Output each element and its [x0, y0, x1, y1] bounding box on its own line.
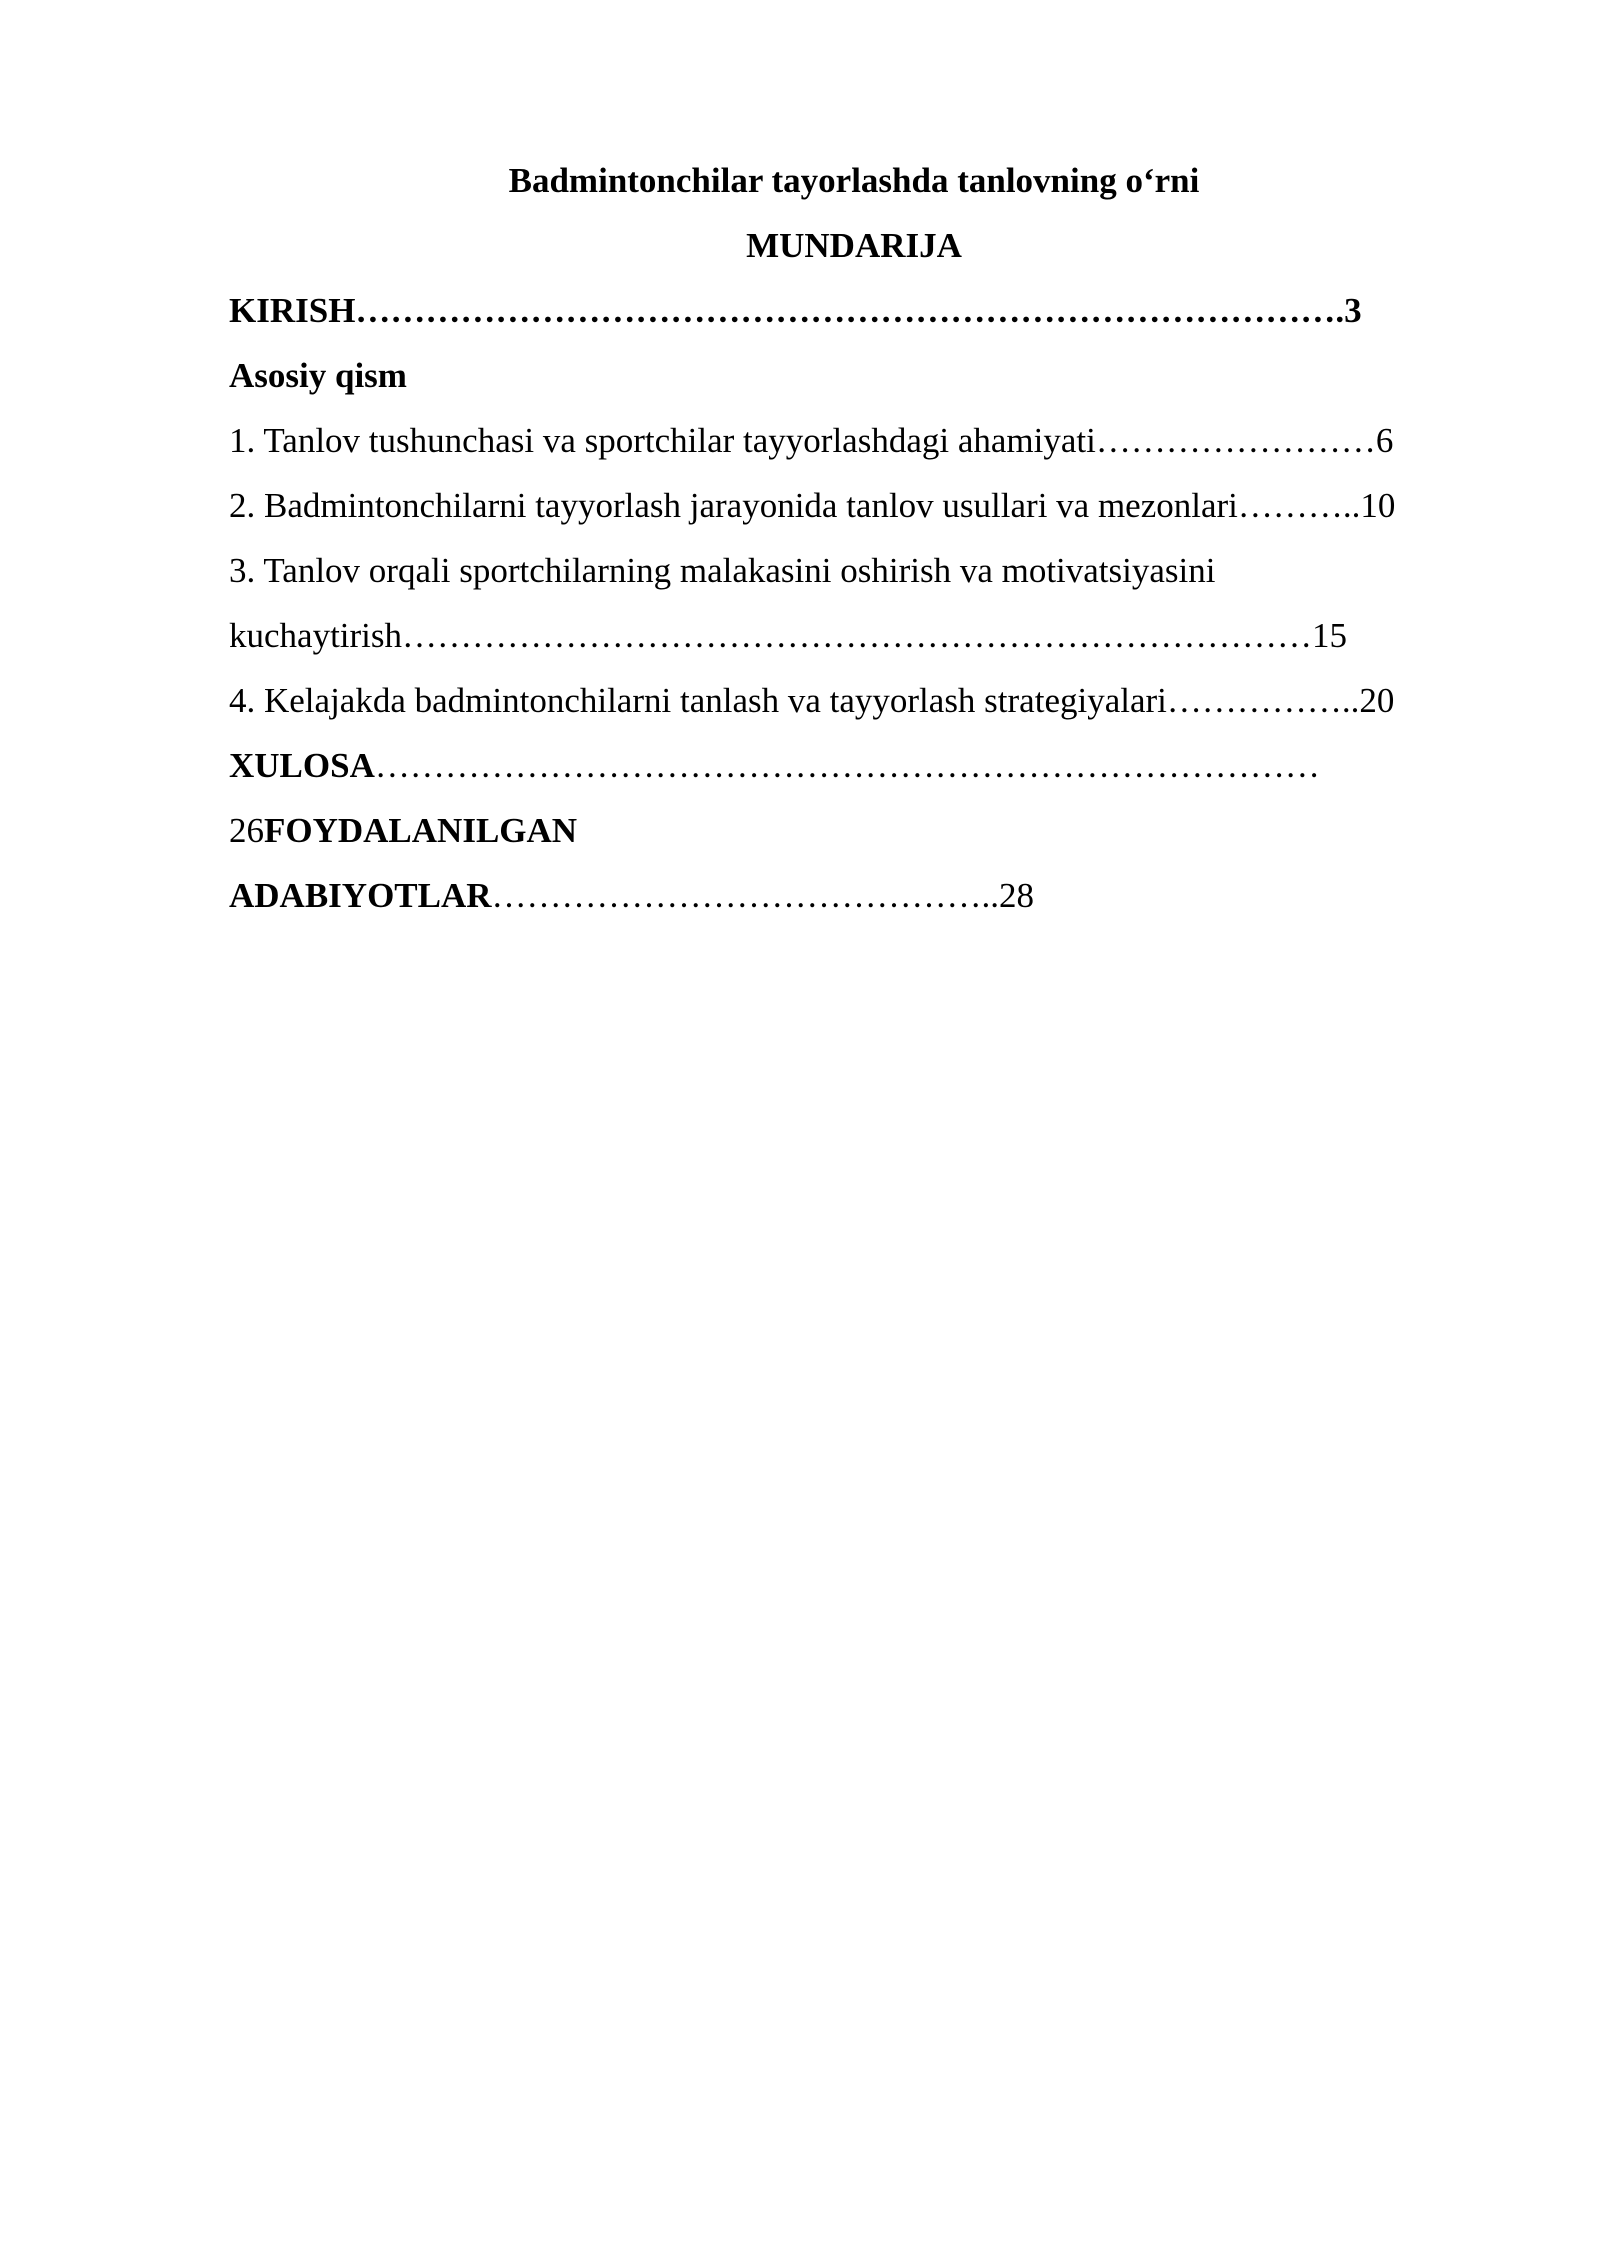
conclusion-label: XULOSA: [229, 746, 375, 785]
references-dots-page: ……………………………………..28: [491, 876, 1035, 915]
toc-heading: MUNDARIJA: [746, 226, 962, 265]
toc-entry-conclusion-page-and-references: [229, 798, 1489, 863]
table-of-contents: [229, 148, 1489, 928]
toc-section-label: Asosiy qism: [229, 356, 407, 395]
conclusion-page-number: 26: [229, 811, 264, 850]
toc-entry-references: [229, 863, 1489, 928]
references-label-part-2: ADABIYOTLAR: [229, 876, 492, 915]
conclusion-dots: ………………………………………………………………………: [374, 746, 1320, 785]
toc-entry-intro: KIRISH………………………………………………………………………….3: [229, 291, 1362, 330]
toc-entry-2: 2. Badmintonchilarni tayyorlash jarayonida tanlov usullari va mezonlari………..10: [229, 486, 1396, 525]
toc-entry-conclusion: [229, 733, 1489, 798]
toc-entry-3-line-2: kuchaytirish……………………………………………………………………15: [229, 616, 1348, 655]
toc-entry-1: 1. Tanlov tushunchasi va sportchilar tayyorlashdagi ahamiyati……………………6: [229, 421, 1394, 460]
document-title: Badmintonchilar tayorlashda tanlovning o‘rni: [508, 161, 1200, 200]
references-label-part-1: FOYDALANILGAN: [264, 811, 578, 850]
toc-entry-3-line-1: 3. Tanlov orqali sportchilarning malakasini oshirish va motivatsiyasini: [229, 551, 1216, 590]
toc-entry-4: 4. Kelajakda badmintonchilarni tanlash va tayyorlash strategiyalari……………..20: [229, 681, 1395, 720]
